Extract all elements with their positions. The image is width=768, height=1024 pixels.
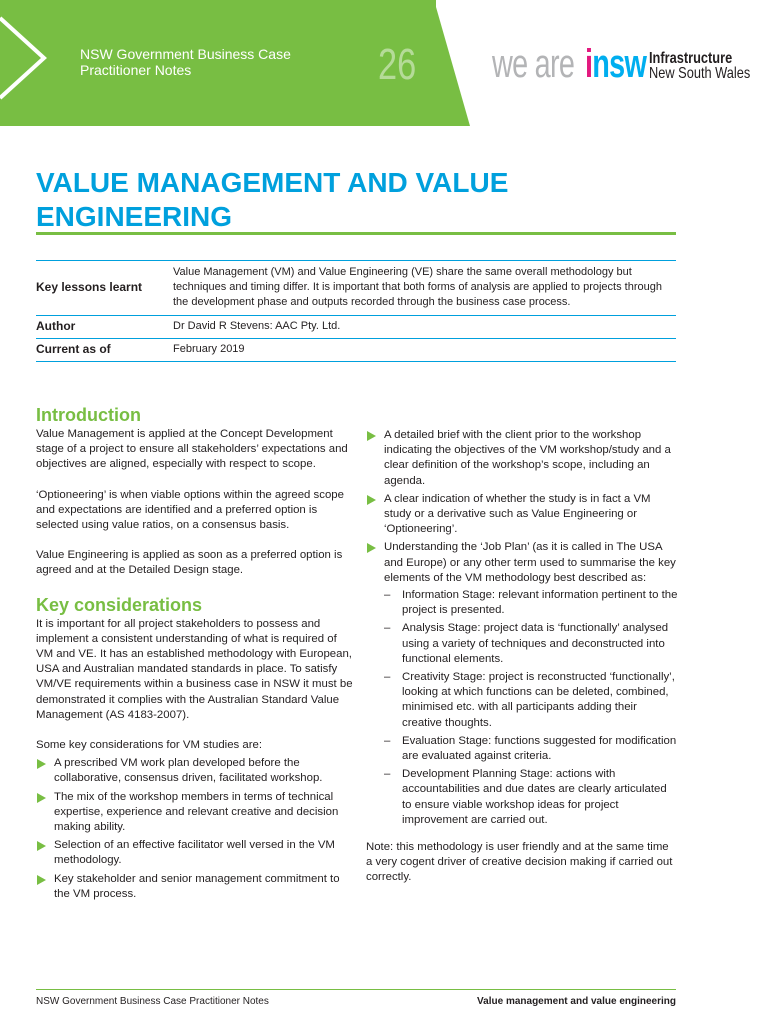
table-row <box>36 316 676 339</box>
table-row <box>36 261 676 316</box>
key-lessons-label: Key lessons learnt <box>36 280 143 294</box>
key-considerations-heading: Key considerations <box>36 594 203 615</box>
list-item <box>36 756 354 786</box>
key-lessons-value: Value Management (VM) and Value Engineering (VE) share the same overall methodology but techniques and timing differ. It is important that both forms of analysis are applied to projects through the development phase and outputs recorded through the business case process. <box>173 266 662 308</box>
list-item-text: A clear indication of whether the study is in fact a VM study or a derivative such as Value Engineering or ‘Optioneering’. <box>384 492 651 536</box>
job-plan-stages-list <box>384 588 678 828</box>
title-divider <box>36 232 676 235</box>
table-row <box>36 339 676 362</box>
logo-insw <box>585 44 646 84</box>
page-title: VALUE MANAGEMENT AND VALUE ENGINEERING <box>36 167 509 232</box>
stage-development-planning: Development Planning Stage: actions with accountabilities and due dates are clearly articulated to ensure viable workshop ideas for project improvement are carried out. <box>402 768 667 826</box>
key-lessons-table <box>36 260 676 362</box>
dash-bullet: – <box>384 589 391 602</box>
dash-bullet: – <box>384 734 391 747</box>
list-item-text: Understanding the ‘Job Plan’ (as it is called in The USA and Europe) or any other term used to summarise the key elements of the VM methodology best described as: <box>384 541 676 584</box>
stage-creativity: Creativity Stage: project is reconstructed ‘functionally’, looking at which functions can be deleted, combined, minimised etc. with all participants adding their creative thoughts. <box>402 671 675 729</box>
list-item <box>36 838 354 868</box>
list-item <box>36 872 354 902</box>
stage-evaluation: Evaluation Stage: functions suggested for modification are evaluated against criteria. <box>402 734 677 763</box>
triangle-bullet-icon <box>37 759 46 769</box>
stage-information: Information Stage: relevant information pertinent to the project is presented. <box>402 589 678 617</box>
list-item-text: A prescribed VM work plan developed before the collaborative, consensus driven, facilitated workshop. <box>54 757 323 785</box>
series-title-line1: NSW Government Business Case <box>80 46 291 62</box>
footer-series-title: NSW Government Business Case Practitioner Notes <box>36 996 269 1007</box>
list-item <box>366 492 678 538</box>
introduction-paragraph-3: Value Engineering is applied as soon as a preferred option is agreed and at the Detailed Design stage. <box>36 549 343 577</box>
list-item-text: The mix of the workshop members in terms of technical expertise, experience and relevant creative and decision making ability. <box>54 790 339 834</box>
document-series-title <box>80 46 291 78</box>
triangle-bullet-icon <box>367 543 376 553</box>
logo-insw-rest: nsw <box>592 42 647 86</box>
right-column <box>366 428 678 886</box>
current-as-of-value: February 2019 <box>173 343 245 355</box>
logo-infrastructure: Infrastructure <box>649 50 733 67</box>
introduction-paragraph-1: Value Management is applied at the Concept Development stage of a project to ensure all stakeholders’ expectations and objectives are aligned, especially with respect to scope. <box>36 428 348 471</box>
triangle-bullet-icon <box>37 793 46 803</box>
footer-divider <box>36 989 676 990</box>
list-item <box>36 790 354 836</box>
list-item <box>366 540 678 828</box>
list-item <box>384 588 678 618</box>
list-item-text: Selection of an effective facilitator well versed in the VM methodology. <box>54 839 335 867</box>
triangle-bullet-icon <box>367 431 376 441</box>
introduction-heading: Introduction <box>36 405 141 425</box>
list-item <box>384 670 678 731</box>
list-item <box>366 428 678 489</box>
key-considerations-intro: Some key considerations for VM studies are: <box>36 739 263 752</box>
methodology-note: Note: this methodology is user friendly and at the same time a very cogent driver of creative decision making if carried out correctly. <box>366 841 673 884</box>
author-label: Author <box>36 319 76 333</box>
left-column <box>36 403 354 905</box>
dash-bullet: – <box>384 622 391 635</box>
list-item-text: A detailed brief with the client prior to the workshop indicating the objectives of the VM workshop/study and a clear definition of the workshop’s scope, including an agenda. <box>384 429 671 487</box>
introduction-paragraph-2: ‘Optioneering’ is when viable options within the agreed scope and expectations are identified and a preferred option is selected using value ratios, on a consensus basis. <box>36 488 344 532</box>
logo-new-south-wales: New South Wales <box>649 65 751 82</box>
workshop-requirements-list <box>366 428 678 828</box>
dash-bullet: – <box>384 768 391 781</box>
dash-bullet: – <box>384 671 391 684</box>
author-value: Dr David R Stevens: AAC Pty. Ltd. <box>173 320 341 332</box>
list-item <box>384 734 678 764</box>
list-item-text: Key stakeholder and senior management commitment to the VM process. <box>54 872 340 900</box>
triangle-bullet-icon <box>367 495 376 505</box>
logo-we-are: we are <box>492 42 575 86</box>
list-item <box>384 767 678 828</box>
triangle-bullet-icon <box>37 841 46 851</box>
list-item <box>384 621 678 667</box>
triangle-bullet-icon <box>37 875 46 885</box>
page-number: 26 <box>378 40 417 89</box>
current-as-of-label: Current as of <box>36 342 111 356</box>
key-considerations-paragraph: It is important for all project stakeholders to possess and implement a consistent understanding of what is required of VM and VE. It has an established methodology with European, USA and Australian mandated standards in place. To satisfy VM/VE requirements within a business case in NSW it must be demonstrated it complies with the Australian Standard Value Management (AS 4183-2007). <box>36 617 353 721</box>
stage-analysis: Analysis Stage: project data is ‘functionally’ analysed using a variety of techniques and deconstructed into functional elements. <box>402 622 669 665</box>
key-considerations-list <box>36 756 354 902</box>
logo-insw-i: i <box>585 42 593 86</box>
footer-section-title: Value management and value engineering <box>477 996 676 1007</box>
series-title-line2: Practitioner Notes <box>80 62 192 78</box>
